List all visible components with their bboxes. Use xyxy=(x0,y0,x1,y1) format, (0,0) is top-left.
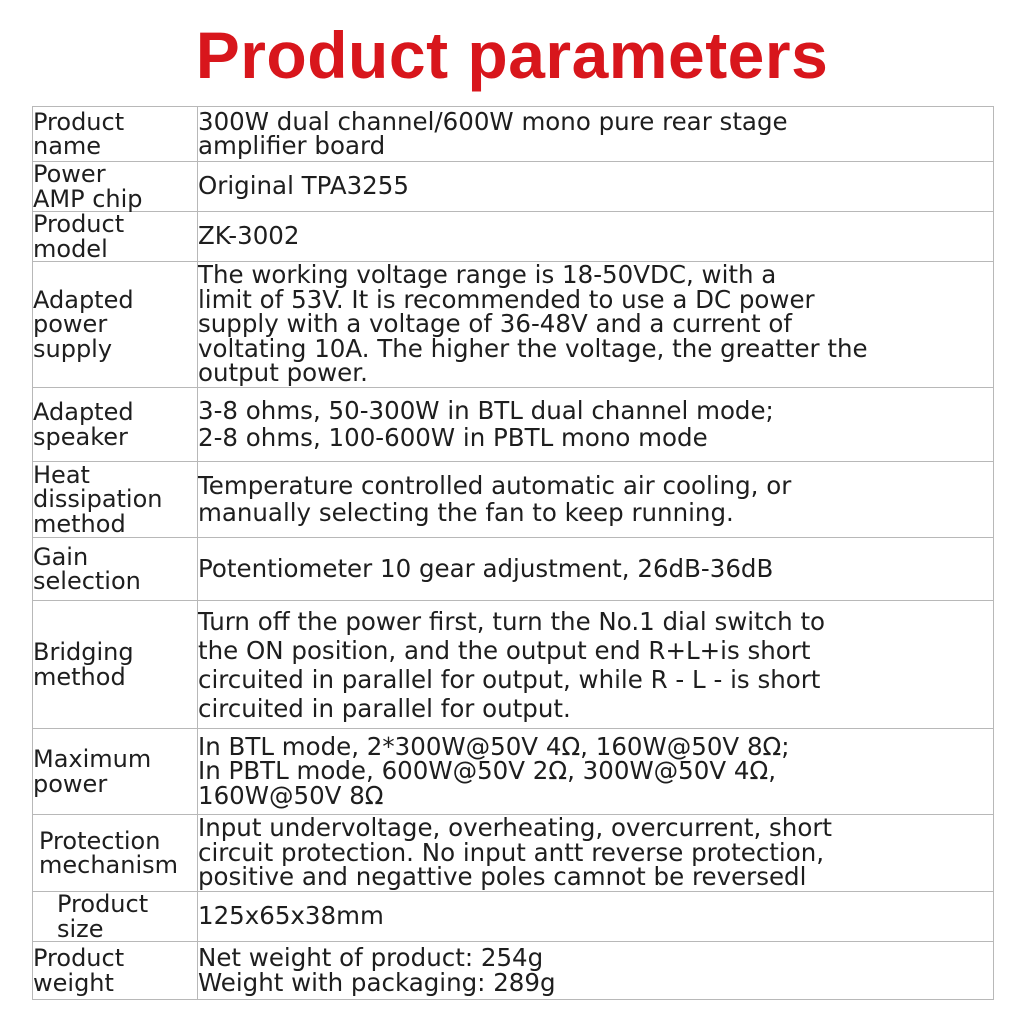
table-row xyxy=(33,729,994,815)
table-row xyxy=(33,107,994,162)
row-value: Turn off the power first, turn the No.1 dial switch to the ON position, and the output end R+L+is short circuited in parallel for output, while R - L - is short circuited in parallel for output. xyxy=(198,601,994,729)
row-label: Heat dissipation method xyxy=(33,462,198,538)
row-label: Maximum power xyxy=(33,729,198,815)
row-value: Original TPA3255 xyxy=(198,162,994,212)
row-value: Temperature controlled automatic air cooling, or manually selecting the fan to keep running. xyxy=(198,462,994,538)
table-row xyxy=(33,815,994,892)
row-label: Product weight xyxy=(33,942,198,1000)
table-row xyxy=(33,388,994,462)
row-label: Product size xyxy=(33,892,198,942)
row-value: Net weight of product: 254g Weight with packaging: 289g xyxy=(198,942,994,1000)
table-row xyxy=(33,162,994,212)
row-label: Bridging method xyxy=(33,601,198,729)
row-value: Input undervoltage, overheating, overcurrent, short circuit protection. No input antt reverse protection, positive and negattive poles camnot be reversedl xyxy=(198,815,994,892)
table-row xyxy=(33,538,994,601)
row-value: 3-8 ohms, 50-300W in BTL dual channel mode; 2-8 ohms, 100-600W in PBTL mono mode xyxy=(198,388,994,462)
table-row xyxy=(33,262,994,388)
row-value: 125x65x38mm xyxy=(198,892,994,942)
row-value: The working voltage range is 18-50VDC, with a limit of 53V. It is recommended to use a DC power supply with a voltage of 36-48V and a current of voltating 10A. The higher the voltage, the greatter the output power. xyxy=(198,262,994,388)
table-row xyxy=(33,601,994,729)
row-label: Adapted speaker xyxy=(33,388,198,462)
row-value: 300W dual channel/600W mono pure rear stage amplifier board xyxy=(198,107,994,162)
row-value: ZK-3002 xyxy=(198,212,994,262)
row-label: Gain selection xyxy=(33,538,198,601)
row-label: Adapted power supply xyxy=(33,262,198,388)
row-label: Product name xyxy=(33,107,198,162)
parameters-table xyxy=(32,106,994,1000)
row-value: Potentiometer 10 gear adjustment, 26dB-36dB xyxy=(198,538,994,601)
table-row xyxy=(33,892,994,942)
page-title: Product parameters xyxy=(195,18,829,92)
row-value: In BTL mode, 2*300W@50V 4Ω, 160W@50V 8Ω; In PBTL mode, 600W@50V 2Ω, 300W@50V 4Ω, 160W@50V 8Ω xyxy=(198,729,994,815)
row-label: Protection mechanism xyxy=(33,815,198,892)
row-label: Power AMP chip xyxy=(33,162,198,212)
table-row xyxy=(33,462,994,538)
row-label: Product model xyxy=(33,212,198,262)
table-row xyxy=(33,942,994,1000)
table-row xyxy=(33,212,994,262)
